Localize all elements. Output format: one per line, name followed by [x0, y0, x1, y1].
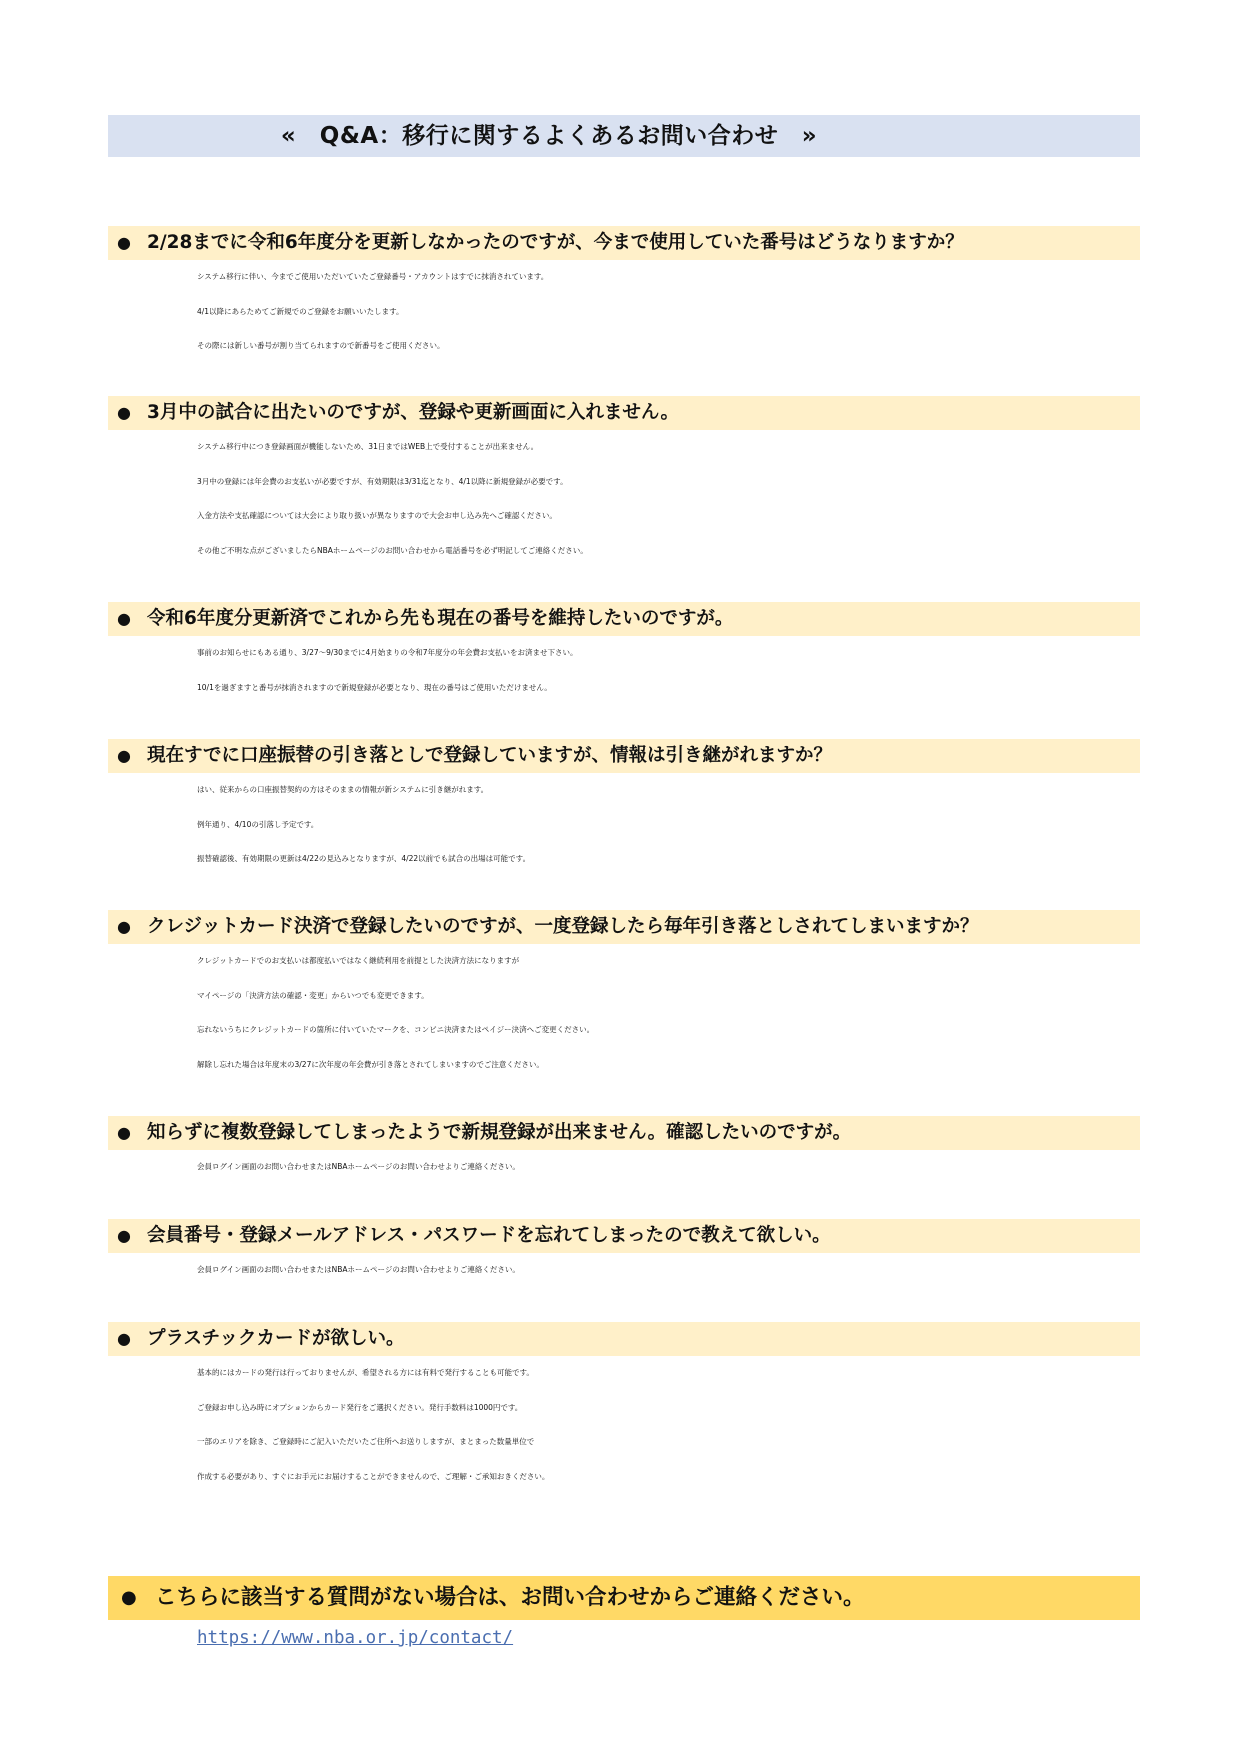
answer-block [197, 944, 1140, 1082]
question-bar [108, 226, 1140, 260]
page-title: « Q&A：移行に関するよくあるお問い合わせ » [280, 123, 818, 149]
bullet-icon: ● [117, 1226, 131, 1245]
answer-block [197, 1150, 1140, 1185]
answer-block [197, 1253, 1140, 1288]
answer-line: 会員ログイン画面のお問い合わせまたはNBAホームページのお問い合わせよりご連絡ください。 [197, 1162, 520, 1171]
question-bar [108, 602, 1140, 636]
contact-link[interactable]: https://www.nba.or.jp/contact/ [197, 1628, 514, 1648]
answer-line: 4/1以降にあらためてご新規でのご登録をお願いいたします。 [197, 306, 404, 316]
page-title-bar [108, 115, 1140, 157]
answer-line: はい、従来からの口座振替契約の方はそのままの情報が新システムに引き継がれます。 [197, 785, 489, 794]
question-text: 2/28までに令和6年度分を更新しなかったのですが、今まで使用していた番号はどうなりますか？ [147, 232, 964, 253]
answer-line: システム移行中につき登録画面が機能しないため、31日まではWEB上で受付することが出来ません。 [197, 442, 539, 451]
question-text: クレジットカード決済で登録したいのですが、一度登録したら毎年引き落としされてしまいますか？ [147, 916, 979, 937]
answer-line: 振替確認後、有効期限の更新は4/22の見込みとなりますが、4/22以前でも試合の出場は可能です。 [197, 854, 531, 863]
answer-block [197, 1356, 1140, 1494]
qa-item [108, 910, 1140, 1082]
answer-line: システム移行に伴い、今までご使用いただいていたご登録番号・アカウントはすでに抹消されています。 [197, 272, 549, 281]
bullet-icon: ● [117, 746, 131, 765]
question-text: 現在すでに口座振替の引き落としで登録していますが、情報は引き継がれますか？ [147, 745, 833, 766]
question-text: 会員番号・登録メールアドレス・パスワードを忘れてしまったので教えて欲しい。 [147, 1225, 831, 1246]
answer-block [197, 773, 1140, 877]
bullet-icon: ● [117, 609, 131, 628]
question-bar [108, 396, 1140, 430]
answer-line: 例年通り、4/10の引落し予定です。 [197, 819, 319, 829]
answer-line: 会員ログイン画面のお問い合わせまたはNBAホームページのお問い合わせよりご連絡ください。 [197, 1265, 520, 1274]
answer-block [197, 430, 1140, 568]
answer-line: その際には新しい番号が割り当てられますので新番号をご使用ください。 [197, 341, 445, 350]
answer-block [197, 260, 1140, 364]
question-bar [108, 1116, 1140, 1150]
contact-notice: こちらに該当する質問がない場合は、お問い合わせからご連絡ください。 [155, 1585, 865, 1610]
qa-item [108, 739, 1140, 877]
question-bar [108, 910, 1140, 944]
qa-item [108, 1219, 1140, 1288]
answer-line: 作成する必要があり、すぐにお手元にお届けすることができませんので、ご理解・ご承知おきください。 [197, 1471, 550, 1481]
answer-line: 解除し忘れた場合は年度末の3/27に次年度の年会費が引き落とされてしまいますのでご注意ください。 [197, 1059, 544, 1069]
answer-block [197, 636, 1140, 705]
question-text: 知らずに複数登録してしまったようで新規登録が出来ません。確認したいのですが。 [147, 1122, 852, 1143]
question-bar [108, 1219, 1140, 1253]
answer-line: 事前のお知らせにもある通り、3/27～9/30までに4月始まりの令和7年度分の年会費お支払いをお済ませ下さい。 [197, 648, 578, 657]
qa-item [108, 396, 1140, 568]
question-text: 3月中の試合に出たいのですが、登録や更新画面に入れません。 [147, 402, 679, 423]
answer-line: 忘れないうちにクレジットカードの箇所に付いていたマークを、コンビニ決済またはペイジー決済へご変更ください。 [197, 1025, 595, 1034]
question-text: プラスチックカードが欲しい。 [147, 1328, 405, 1349]
question-text: 令和6年度分更新済でこれから先も現在の番号を維持したいのですが。 [147, 608, 734, 629]
question-bar [108, 739, 1140, 773]
qa-item [108, 226, 1140, 364]
contact-notice-bar [108, 1576, 1140, 1620]
answer-line: ご登録お申し込み時にオプションからカード発行をご選択ください。発行手数料は1000円です。 [197, 1402, 523, 1412]
answer-line: 10/1を過ぎますと番号が抹消されますので新規登録が必要となり、現在の番号はご使用いただけません。 [197, 682, 552, 692]
bullet-icon: ● [117, 1123, 131, 1142]
question-bar [108, 1322, 1140, 1356]
qa-item [108, 1322, 1140, 1494]
answer-line: 一部のエリアを除き、ご登録時にご記入いただいたご住所へお送りしますが、まとまった数量単位で [197, 1437, 535, 1446]
answer-line: 3月中の登録には年会費のお支払いが必要ですが、有効期限は3/31迄となり、4/1以降に新規登録が必要です。 [197, 476, 568, 486]
bullet-icon: ● [121, 1587, 137, 1608]
bullet-icon: ● [117, 403, 131, 422]
answer-line: 基本的にはカードの発行は行っておりませんが、希望される方には有料で発行することも可能です。 [197, 1368, 534, 1377]
answer-line: 入金方法や支払確認については大会により取り扱いが異なりますので大会お申し込み先へご確認ください。 [197, 511, 557, 520]
bullet-icon: ● [117, 1329, 131, 1348]
bullet-icon: ● [117, 917, 131, 936]
qa-item [108, 1116, 1140, 1185]
bullet-icon: ● [117, 233, 131, 252]
answer-line: その他ご不明な点がございましたらNBAホームページのお問い合わせから電話番号を必ず明記してご連絡ください。 [197, 545, 588, 555]
answer-line: マイページの「決済方法の確認・変更」からいつでも変更できます。 [197, 990, 429, 1000]
answer-line: クレジットカードでのお支払いは都度払いではなく継続利用を前提とした決済方法になりますが [197, 956, 520, 965]
qa-item [108, 602, 1140, 705]
